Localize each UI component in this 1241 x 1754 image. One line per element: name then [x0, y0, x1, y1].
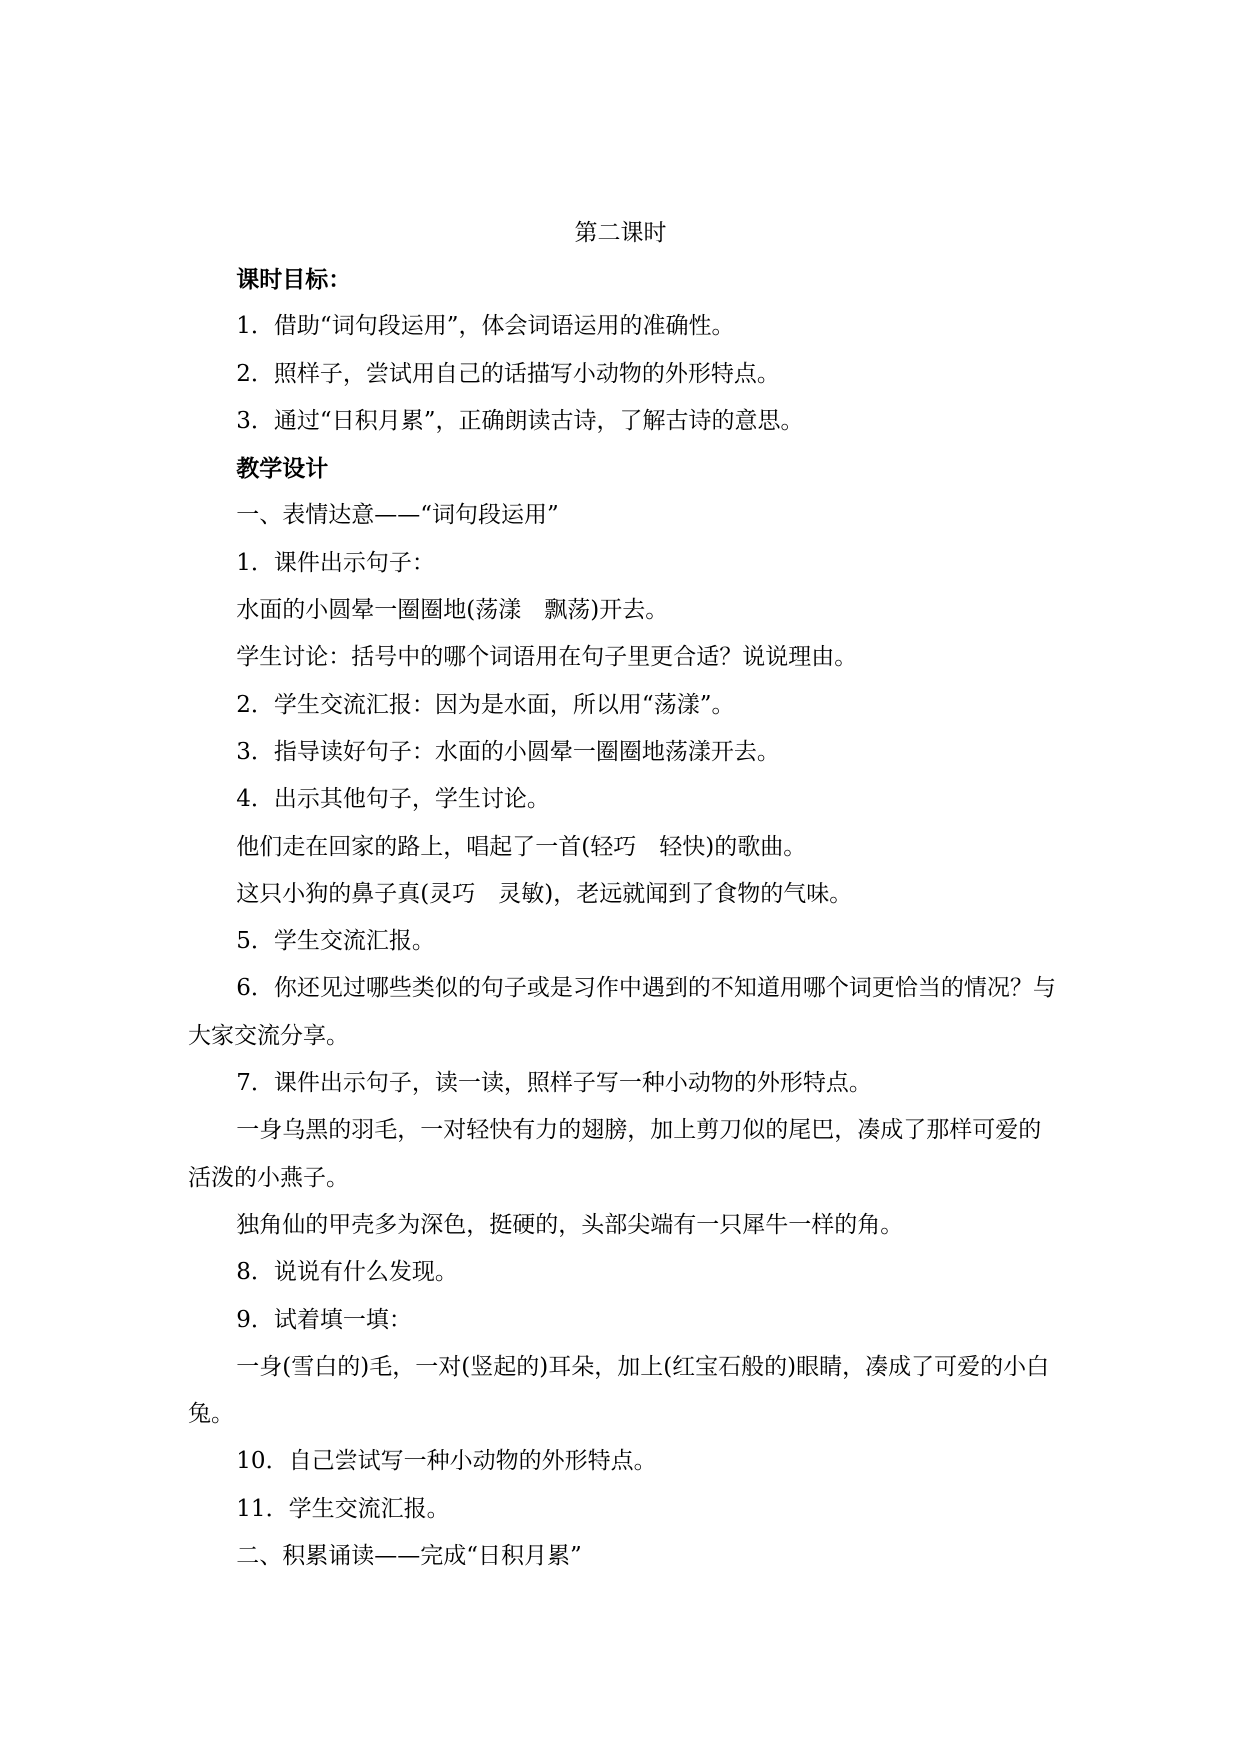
paragraph: 2．照样子，尝试用自己的话描写小动物的外形特点。	[236, 360, 780, 387]
paragraph: 10．自己尝试写一种小动物的外形特点。	[236, 1448, 657, 1475]
paragraph: 他们走在回家的路上，唱起了一首(轻巧 轻快)的歌曲。	[236, 833, 807, 860]
paragraph: 这只小狗的鼻子真(灵巧 灵敏)，老远就闻到了食物的气味。	[236, 880, 853, 907]
paragraph: 一、表情达意——“词句段运用”	[236, 502, 559, 529]
section-heading: 教学设计	[236, 455, 329, 483]
paragraph: 9．试着填一填：	[236, 1306, 412, 1333]
paragraph: 11．学生交流汇报。	[236, 1495, 450, 1522]
paragraph: 1．课件出示句子：	[236, 549, 435, 576]
paragraph: 2．学生交流汇报：因为是水面，所以用“荡漾”。	[236, 691, 735, 718]
paragraph: 8．说说有什么发现。	[236, 1259, 458, 1286]
paragraph: 6．你还见过哪些类似的句子或是习作中遇到的不知道用哪个词更恰当的情况？与大家交流分享。	[188, 975, 1056, 1049]
paragraph: 5．学生交流汇报。	[236, 928, 435, 955]
paragraph: 水面的小圆晕一圈圈地(荡漾 飘荡)开去。	[236, 597, 669, 624]
paragraph: 二、积累诵读——完成“日积月累”	[236, 1543, 582, 1570]
paragraph: 1．借助“词句段运用”，体会词语运用的准确性。	[236, 313, 735, 340]
paragraph: 学生讨论：括号中的哪个词语用在句子里更合适？说说理由。	[236, 644, 858, 671]
paragraph: 一身乌黑的羽毛，一对轻快有力的翅膀，加上剪刀似的尾巴，凑成了那样可爱的活泼的小燕子。	[188, 1117, 1042, 1191]
paragraph: 一身(雪白的)毛，一对(竖起的)耳朵，加上(红宝石般的)眼睛，凑成了可爱的小白兔。	[188, 1353, 1050, 1428]
paragraph: 7．课件出示句子，读一读，照样子写一种小动物的外形特点。	[236, 1070, 872, 1097]
document-body	[188, 256, 1058, 1580]
paragraph: 独角仙的甲壳多为深色，挺硬的，头部尖端有一只犀牛一样的角。	[236, 1211, 904, 1238]
section-heading: 课时目标：	[236, 266, 352, 293]
paragraph: 3．通过“日积月累”，正确朗读古诗，了解古诗的意思。	[236, 407, 804, 434]
page-title: 第二课时	[574, 220, 667, 246]
paragraph: 4．出示其他句子，学生讨论。	[236, 786, 550, 813]
paragraph: 3．指导读好句子：水面的小圆晕一圈圈地荡漾开去。	[236, 738, 780, 765]
